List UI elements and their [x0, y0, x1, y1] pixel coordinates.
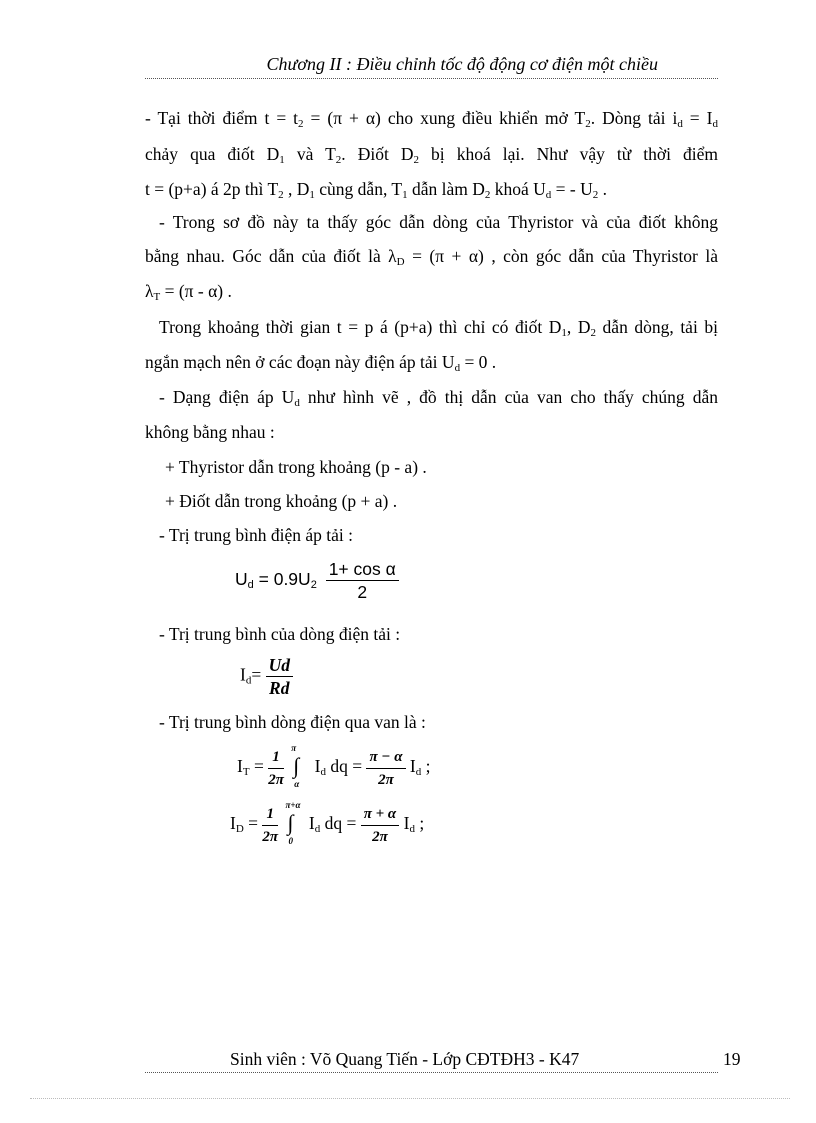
equation-it: $I_T$ = $\frac{1}{2\pi}$ π ∫ α $I_d$ dq = $\frac{\pi - \alpha}{2\pi}$ $I_d$ ;	[237, 743, 431, 789]
para1-line3: t = (p+a) á 2p thì $T_2$ , $D_1$ cùng dẫn, $T_1$ dẫn làm $D_2$ khoá $U_d$ = - $U_2$ .	[145, 179, 607, 201]
integral-sign: π+α ∫ 0	[285, 800, 301, 846]
page-number: 19	[723, 1049, 741, 1069]
para2-line3: $\lambda_T = (\pi - \alpha)$ .	[145, 281, 232, 303]
chapter-title: Chương II : Điều chỉnh tốc độ động cơ điện một chiều	[266, 54, 658, 74]
para4-line1: - Dạng điện áp $U_d$ như hình vẽ , đồ thị dẫn của van cho thấy chúng dẫn	[159, 387, 718, 409]
page-footer	[145, 1046, 741, 1073]
bullet-diode: + Điốt dẫn trong khoảng (p + a) .	[165, 491, 398, 511]
integral-sign: π ∫ α	[291, 743, 300, 789]
para3-line2: ngắn mạch nên ở các đoạn này điện áp tải $U_d = 0$ .	[145, 352, 497, 374]
para3-line1: Trong khoảng thời gian t = p á (p+a) thì chỉ có điốt $D_1$, $D_2$ dẫn dòng, tải bị	[159, 317, 718, 339]
label-avg-voltage: - Trị trung bình điện áp tải :	[159, 525, 353, 545]
label-avg-valve: - Trị trung bình dòng điện qua van là :	[159, 712, 426, 732]
equation-id: $I_d=$ $\frac{Ud}{Rd}$	[240, 654, 293, 699]
page-header	[145, 52, 718, 79]
equation-id-diode: $I_D$ = $\frac{1}{2\pi}$ π+α ∫ 0 $I_d$ dq = $\frac{\pi + \alpha}{2\pi}$ $I_d$ ;	[230, 800, 425, 846]
para2-line1: - Trong sơ đồ này ta thấy góc dẫn dòng của Thyristor và của điốt không	[159, 212, 718, 232]
bullet-thyristor: + Thyristor dẫn trong khoảng (p - a) .	[165, 457, 427, 477]
equation-ud: $U_d = 0.9U_2$ $\frac{\text{1+ cos α}}{2}$	[235, 558, 399, 603]
bottom-divider	[30, 1098, 790, 1099]
para2-line2: bằng nhau. Góc dẫn của điốt là $\lambda_D = (\pi + \alpha)$ , còn góc dẫn của Thyristor là	[145, 246, 718, 268]
label-avg-current: - Trị trung bình của dòng điện tải :	[159, 624, 401, 644]
para1-line1: - Tại thời điểm $t = t_2 = (\pi + \alpha)$ cho xung điều khiển mở $T_2$. Dòng tải $i_d = I_d$	[145, 108, 718, 130]
student-info: Sinh viên : Võ Quang Tiến - Lớp CĐTĐH3 - K47	[230, 1049, 580, 1069]
para1-line2: chảy qua điốt $D_1$ và $T_2$. Điốt $D_2$ bị khoá lại. Như vậy từ thời điểm	[145, 144, 719, 166]
para4-line2: không bằng nhau :	[145, 422, 275, 442]
